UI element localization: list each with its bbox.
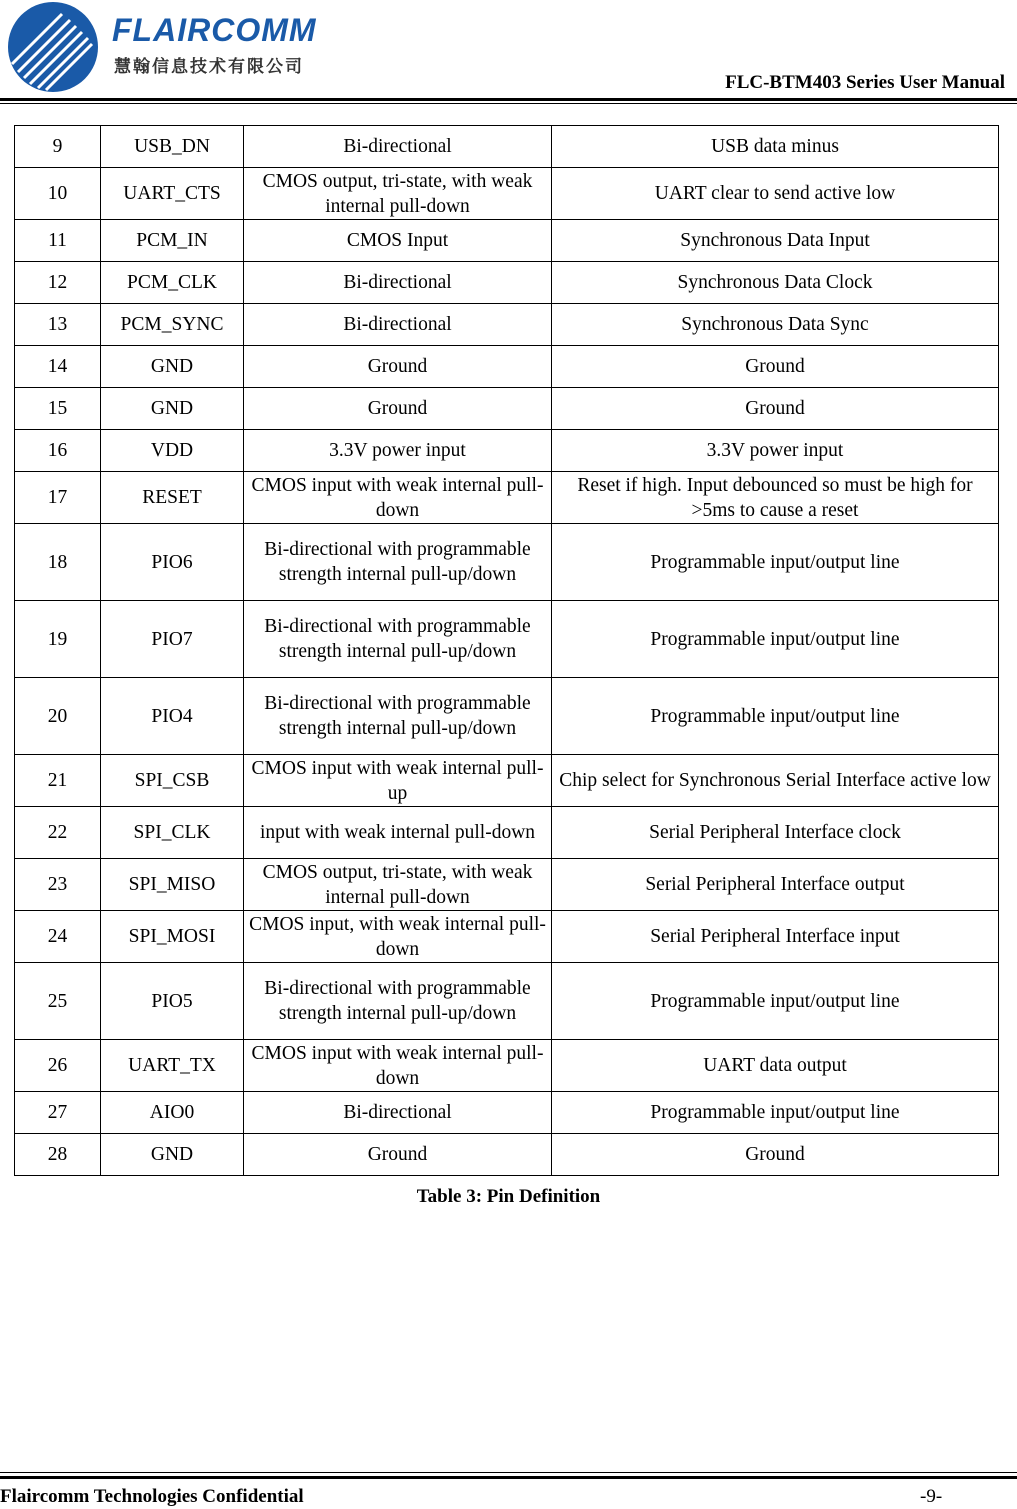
pin-type-cell: Ground bbox=[244, 1134, 552, 1176]
table-row bbox=[15, 262, 999, 304]
pin-name-cell: RESET bbox=[101, 472, 244, 524]
pin-type-cell: input with weak internal pull-down bbox=[244, 807, 552, 859]
pin-type-cell: CMOS Input bbox=[244, 220, 552, 262]
company-logo-name: FLAIRCOMM bbox=[112, 12, 317, 48]
pin-description-cell: Synchronous Data Clock bbox=[552, 262, 999, 304]
pin-description-cell: Programmable input/output line bbox=[552, 963, 999, 1040]
pin-name-cell: PIO4 bbox=[101, 678, 244, 755]
table-caption: Table 3: Pin Definition bbox=[416, 1186, 601, 1207]
pin-description-cell: Serial Peripheral Interface output bbox=[552, 859, 999, 911]
pin-number-cell: 19 bbox=[15, 601, 101, 678]
pin-number-cell: 9 bbox=[15, 126, 101, 168]
pin-name-cell: GND bbox=[101, 388, 244, 430]
pin-type-cell: 3.3V power input bbox=[244, 430, 552, 472]
pin-description-cell: 3.3V power input bbox=[552, 430, 999, 472]
pin-name-cell: UART_TX bbox=[101, 1040, 244, 1092]
table-row bbox=[15, 126, 999, 168]
table-row bbox=[15, 807, 999, 859]
pin-description-cell: Programmable input/output line bbox=[552, 601, 999, 678]
pin-type-cell: CMOS output, tri-state, with weak internal pull-down bbox=[244, 168, 552, 220]
pin-description-cell: Reset if high. Input debounced so must be high for >5ms to cause a reset bbox=[552, 472, 999, 524]
pin-number-cell: 23 bbox=[15, 859, 101, 911]
pin-number-cell: 15 bbox=[15, 388, 101, 430]
footer-page-number: -9- bbox=[920, 1486, 943, 1507]
pin-name-cell: PIO7 bbox=[101, 601, 244, 678]
pin-name-cell: SPI_MOSI bbox=[101, 911, 244, 963]
pin-number-cell: 28 bbox=[15, 1134, 101, 1176]
pin-name-cell: AIO0 bbox=[101, 1092, 244, 1134]
pin-number-cell: 13 bbox=[15, 304, 101, 346]
pin-description-cell: Programmable input/output line bbox=[552, 1092, 999, 1134]
table-row bbox=[15, 346, 999, 388]
footer-confidential: Flaircomm Technologies Confidential bbox=[0, 1486, 304, 1507]
pin-number-cell: 14 bbox=[15, 346, 101, 388]
pin-type-cell: Bi-directional bbox=[244, 262, 552, 304]
pin-type-cell: Ground bbox=[244, 346, 552, 388]
pin-description-cell: Ground bbox=[552, 1134, 999, 1176]
pin-name-cell: SPI_CLK bbox=[101, 807, 244, 859]
pin-number-cell: 24 bbox=[15, 911, 101, 963]
header-rule-thin bbox=[0, 103, 1017, 104]
table-row bbox=[15, 430, 999, 472]
table-row bbox=[15, 911, 999, 963]
pin-type-cell: Bi-directional bbox=[244, 126, 552, 168]
table-row bbox=[15, 859, 999, 911]
pin-number-cell: 10 bbox=[15, 168, 101, 220]
pin-type-cell: Bi-directional with programmable strength internal pull-up/down bbox=[244, 678, 552, 755]
pin-type-cell: Ground bbox=[244, 388, 552, 430]
pin-number-cell: 11 bbox=[15, 220, 101, 262]
pin-description-cell: UART clear to send active low bbox=[552, 168, 999, 220]
pin-type-cell: CMOS output, tri-state, with weak internal pull-down bbox=[244, 859, 552, 911]
pin-number-cell: 18 bbox=[15, 524, 101, 601]
pin-number-cell: 20 bbox=[15, 678, 101, 755]
table-row bbox=[15, 524, 999, 601]
company-logo-chinese-name: 慧翰信息技术有限公司 bbox=[114, 57, 304, 77]
pin-description-cell: Ground bbox=[552, 346, 999, 388]
table-row bbox=[15, 220, 999, 262]
pin-type-cell: Bi-directional with programmable strength internal pull-up/down bbox=[244, 601, 552, 678]
pin-name-cell: GND bbox=[101, 1134, 244, 1176]
pin-description-cell: Serial Peripheral Interface input bbox=[552, 911, 999, 963]
table-row bbox=[15, 755, 999, 807]
pin-type-cell: CMOS input with weak internal pull-down bbox=[244, 1040, 552, 1092]
pin-description-cell: UART data output bbox=[552, 1040, 999, 1092]
pin-number-cell: 16 bbox=[15, 430, 101, 472]
pin-description-cell: USB data minus bbox=[552, 126, 999, 168]
pin-number-cell: 22 bbox=[15, 807, 101, 859]
pin-description-cell: Ground bbox=[552, 388, 999, 430]
pin-name-cell: GND bbox=[101, 346, 244, 388]
table-row bbox=[15, 472, 999, 524]
pin-name-cell: PCM_CLK bbox=[101, 262, 244, 304]
pin-name-cell: PIO6 bbox=[101, 524, 244, 601]
table-row bbox=[15, 168, 999, 220]
header-rule-thick bbox=[0, 98, 1017, 101]
pin-number-cell: 17 bbox=[15, 472, 101, 524]
pin-type-cell: Bi-directional with programmable strength internal pull-up/down bbox=[244, 963, 552, 1040]
pin-table-body bbox=[15, 126, 999, 1176]
pin-number-cell: 27 bbox=[15, 1092, 101, 1134]
pin-name-cell: UART_CTS bbox=[101, 168, 244, 220]
pin-name-cell: PIO5 bbox=[101, 963, 244, 1040]
pin-type-cell: Bi-directional bbox=[244, 304, 552, 346]
pin-name-cell: PCM_SYNC bbox=[101, 304, 244, 346]
manual-title: FLC-BTM403 Series User Manual bbox=[725, 72, 1005, 93]
pin-name-cell: SPI_CSB bbox=[101, 755, 244, 807]
footer-rule-thick bbox=[0, 1476, 1017, 1479]
table-row bbox=[15, 388, 999, 430]
table-row bbox=[15, 963, 999, 1040]
flaircomm-logo-icon bbox=[8, 2, 98, 92]
pin-description-cell: Programmable input/output line bbox=[552, 524, 999, 601]
pin-description-cell: Synchronous Data Sync bbox=[552, 304, 999, 346]
table-row bbox=[15, 304, 999, 346]
table-row bbox=[15, 1092, 999, 1134]
footer-rule-thin bbox=[0, 1472, 1017, 1473]
pin-description-cell: Synchronous Data Input bbox=[552, 220, 999, 262]
pin-type-cell: CMOS input, with weak internal pull-down bbox=[244, 911, 552, 963]
table-row bbox=[15, 601, 999, 678]
pin-type-cell: Bi-directional with programmable strength internal pull-up/down bbox=[244, 524, 552, 601]
pin-description-cell: Programmable input/output line bbox=[552, 678, 999, 755]
pin-description-cell: Chip select for Synchronous Serial Interface active low bbox=[552, 755, 999, 807]
pin-name-cell: PCM_IN bbox=[101, 220, 244, 262]
pin-name-cell: SPI_MISO bbox=[101, 859, 244, 911]
table-row bbox=[15, 1134, 999, 1176]
page-header bbox=[0, 0, 1017, 106]
pin-number-cell: 25 bbox=[15, 963, 101, 1040]
pin-number-cell: 21 bbox=[15, 755, 101, 807]
pin-name-cell: USB_DN bbox=[101, 126, 244, 168]
pin-number-cell: 12 bbox=[15, 262, 101, 304]
pin-type-cell: Bi-directional bbox=[244, 1092, 552, 1134]
pin-description-cell: Serial Peripheral Interface clock bbox=[552, 807, 999, 859]
pin-number-cell: 26 bbox=[15, 1040, 101, 1092]
table-row bbox=[15, 678, 999, 755]
table-row bbox=[15, 1040, 999, 1092]
pin-type-cell: CMOS input with weak internal pull-up bbox=[244, 755, 552, 807]
pin-name-cell: VDD bbox=[101, 430, 244, 472]
pin-type-cell: CMOS input with weak internal pull-down bbox=[244, 472, 552, 524]
pin-definition-table bbox=[14, 125, 999, 1176]
